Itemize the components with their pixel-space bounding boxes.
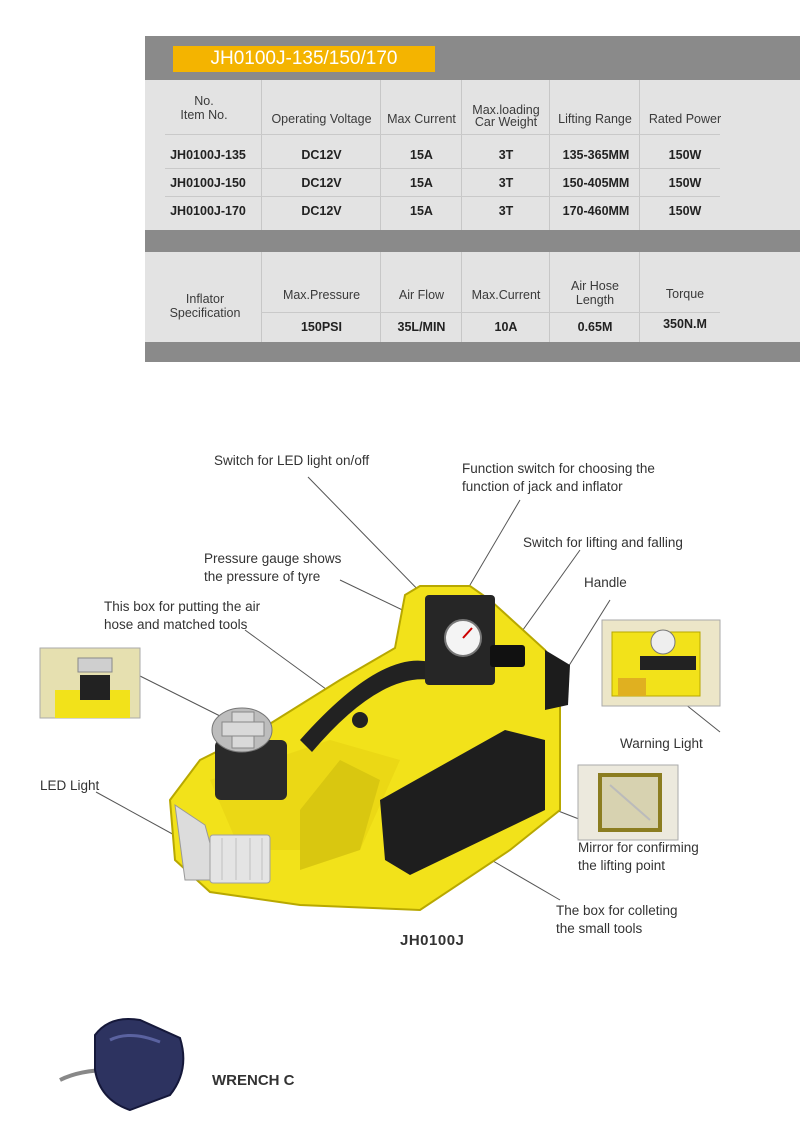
header-air-flow: Air Flow (398, 288, 445, 302)
separator-bar (145, 230, 800, 252)
cell-torque: 350N.M (663, 317, 707, 331)
wrench-c-image (60, 1019, 183, 1110)
callout-handle: Handle (584, 575, 627, 590)
cell-hose-length: 0.65M (577, 320, 613, 334)
bottom-bar (145, 342, 800, 362)
inflator-row-label: Inflator Specification (169, 292, 241, 320)
cell-voltage: DC12V (301, 148, 342, 162)
callout-mirror: Mirror for confirming the lifting point (578, 840, 699, 873)
inset-warning-light (602, 620, 720, 706)
cell-power: 150W (668, 148, 702, 162)
header-rated-power: Rated Power (648, 112, 722, 126)
cell-range: 135-365MM (562, 148, 630, 162)
header-air-hose-length: Air Hose Length (571, 279, 619, 307)
cell-current: 15A (410, 204, 433, 218)
cell-weight: 3T (498, 148, 514, 162)
cell-current-inflator: 10A (494, 320, 518, 334)
callout-tool-box: The box for colleting the small tools (556, 903, 678, 936)
callout-led-switch: Switch for LED light on/off (214, 453, 370, 468)
spec-table (145, 36, 800, 362)
header-lifting-range: Lifting Range (558, 112, 632, 126)
wrench-label: WRENCH C (212, 1072, 295, 1089)
callout-led-light: LED Light (40, 778, 100, 793)
model-label: JH0100J (400, 932, 465, 949)
spec-title: JH0100J-135/150/170 (173, 46, 435, 72)
cell-item: JH0100J-150 (170, 176, 246, 190)
header-operating-voltage: Operating Voltage (271, 112, 372, 126)
cell-current: 15A (410, 148, 433, 162)
header-max-loading: Max.loading Car Weight (472, 103, 540, 129)
header-torque: Torque (665, 287, 705, 301)
jack-illustration (0, 380, 800, 1128)
jack-body (170, 586, 570, 910)
inset-mirror (578, 765, 678, 840)
callout-air-box: This box for putting the air hose and matched tools (104, 599, 261, 632)
cell-range: 150-405MM (562, 176, 630, 190)
cell-weight: 3T (498, 204, 514, 218)
inset-top-cap (40, 648, 140, 718)
spec-title-bar (145, 36, 800, 80)
cell-range: 170-460MM (562, 204, 630, 218)
header-max-current: Max Current (387, 112, 456, 126)
callout-warning-light: Warning Light (620, 736, 703, 751)
cell-power: 150W (668, 176, 702, 190)
cell-pressure: 150PSI (300, 320, 342, 334)
cell-power: 150W (668, 204, 702, 218)
cell-item: JH0100J-135 (170, 148, 246, 162)
cell-voltage: DC12V (301, 176, 342, 190)
header-item-no: No. Item No. (180, 94, 228, 122)
header-max-pressure: Max.Pressure (282, 288, 361, 302)
callout-pressure-gauge: Pressure gauge shows the pressure of tyre (204, 551, 342, 584)
callout-function-switch: Function switch for choosing the function of jack and inflator (462, 461, 655, 494)
cell-air-flow: 35L/MIN (397, 320, 446, 334)
cell-voltage: DC12V (301, 204, 342, 218)
header-max-current-inflator: Max.Current (471, 288, 541, 302)
cell-weight: 3T (498, 176, 514, 190)
cell-current: 15A (410, 176, 433, 190)
cell-item: JH0100J-170 (170, 204, 246, 218)
callout-lift-switch: Switch for lifting and falling (523, 535, 683, 550)
